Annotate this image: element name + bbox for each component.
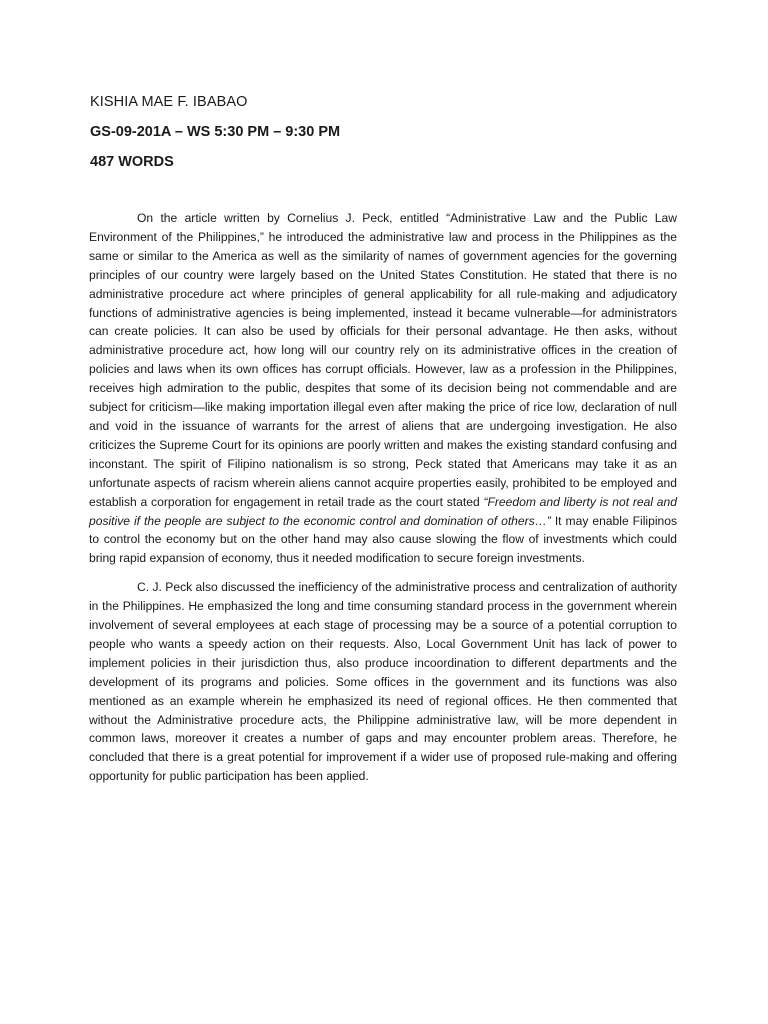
author-name: KISHIA MAE F. IBABAO <box>90 94 248 110</box>
essay-body <box>89 209 677 786</box>
paragraph-2: C. J. Peck also discussed the inefficiency of the administrative process and centralization of authority in the Philippines. He emphasized the long and time consuming standard process in the government wherein involvement of several employees at each stage of processing may be a source of a potential corruption to people who wants a speedy action on their requests. Also, Local Government Unit has lack of power to implement policies in their jurisdiction thus, also produce incoordination to different departments and the development of its programs and policies. Some offices in the government and its functions was also mentioned as an example wherein he emphasized its need of regional offices. He then commented that without the Administrative procedure acts, the Philippine administrative law, will be more dependent in common laws, moreover it creates a number of gaps and may encounter problem areas. Therefore, he concluded that there is a great potential for improvement if a wider use of proposed rule-making and offering opportunity for public participation has been applied. <box>89 580 677 784</box>
quoted-court-statement: “Freedom and liberty is not real and positive if the people are subject to the economic control and domination of others…” <box>89 494 677 528</box>
course-schedule: GS-09-201A – WS 5:30 PM – 9:30 PM <box>90 124 341 140</box>
paragraph-1 <box>89 209 677 568</box>
word-count: 487 WORDS <box>90 154 174 170</box>
paragraph-1-text: On the article written by Cornelius J. Peck, entitled “Administrative Law and the Public Law Environment of the Philippines,” he introduced the administrative law and process in the Philippines as the same or similar to the America as well as the similarity of names of government agencies for the governing principles of our country were largely based on the United States Constitution. He stated that there is no administrative procedure act where principles of general applicability for all rule-making and adjudicatory functions of administrative agencies is being implemented, instead it became vulnerable—for administrators can create policies. It can also be used by officials for their personal advantage. He then asks, without administrative procedure act, how long will our country rely on its administrative offices in the creation of policies and laws when its own offices has corrupt officials. However, law as a profession in the Philippines, receives high admiration to the public, despites that some of its decision being not commendable and are subject for criticism—like making importation illegal even after making the price of rice low, declaration of null and void in the issuance of warrants for the arrest of aliens that are undergoing investigation. He also criticizes the Supreme Court for its opinions are poorly written and makes the existing standard confusing and inconstant. The spirit of Filipino nationalism is so strong, Peck stated that Americans may take it as an unfortunate aspects of racism wherein aliens cannot acquire properties easily, prohibited to be employed and establish a corporation for engagement in retail trade as the court stated <box>89 211 677 509</box>
paragraph-1-text-end: It may enable Filipinos to control the economy but on the other hand may also cause slowing the flow of investments which could bring rapid expansion of economy, thus it needed modification to secure foreign investments. <box>89 513 678 566</box>
document-header <box>90 92 690 182</box>
